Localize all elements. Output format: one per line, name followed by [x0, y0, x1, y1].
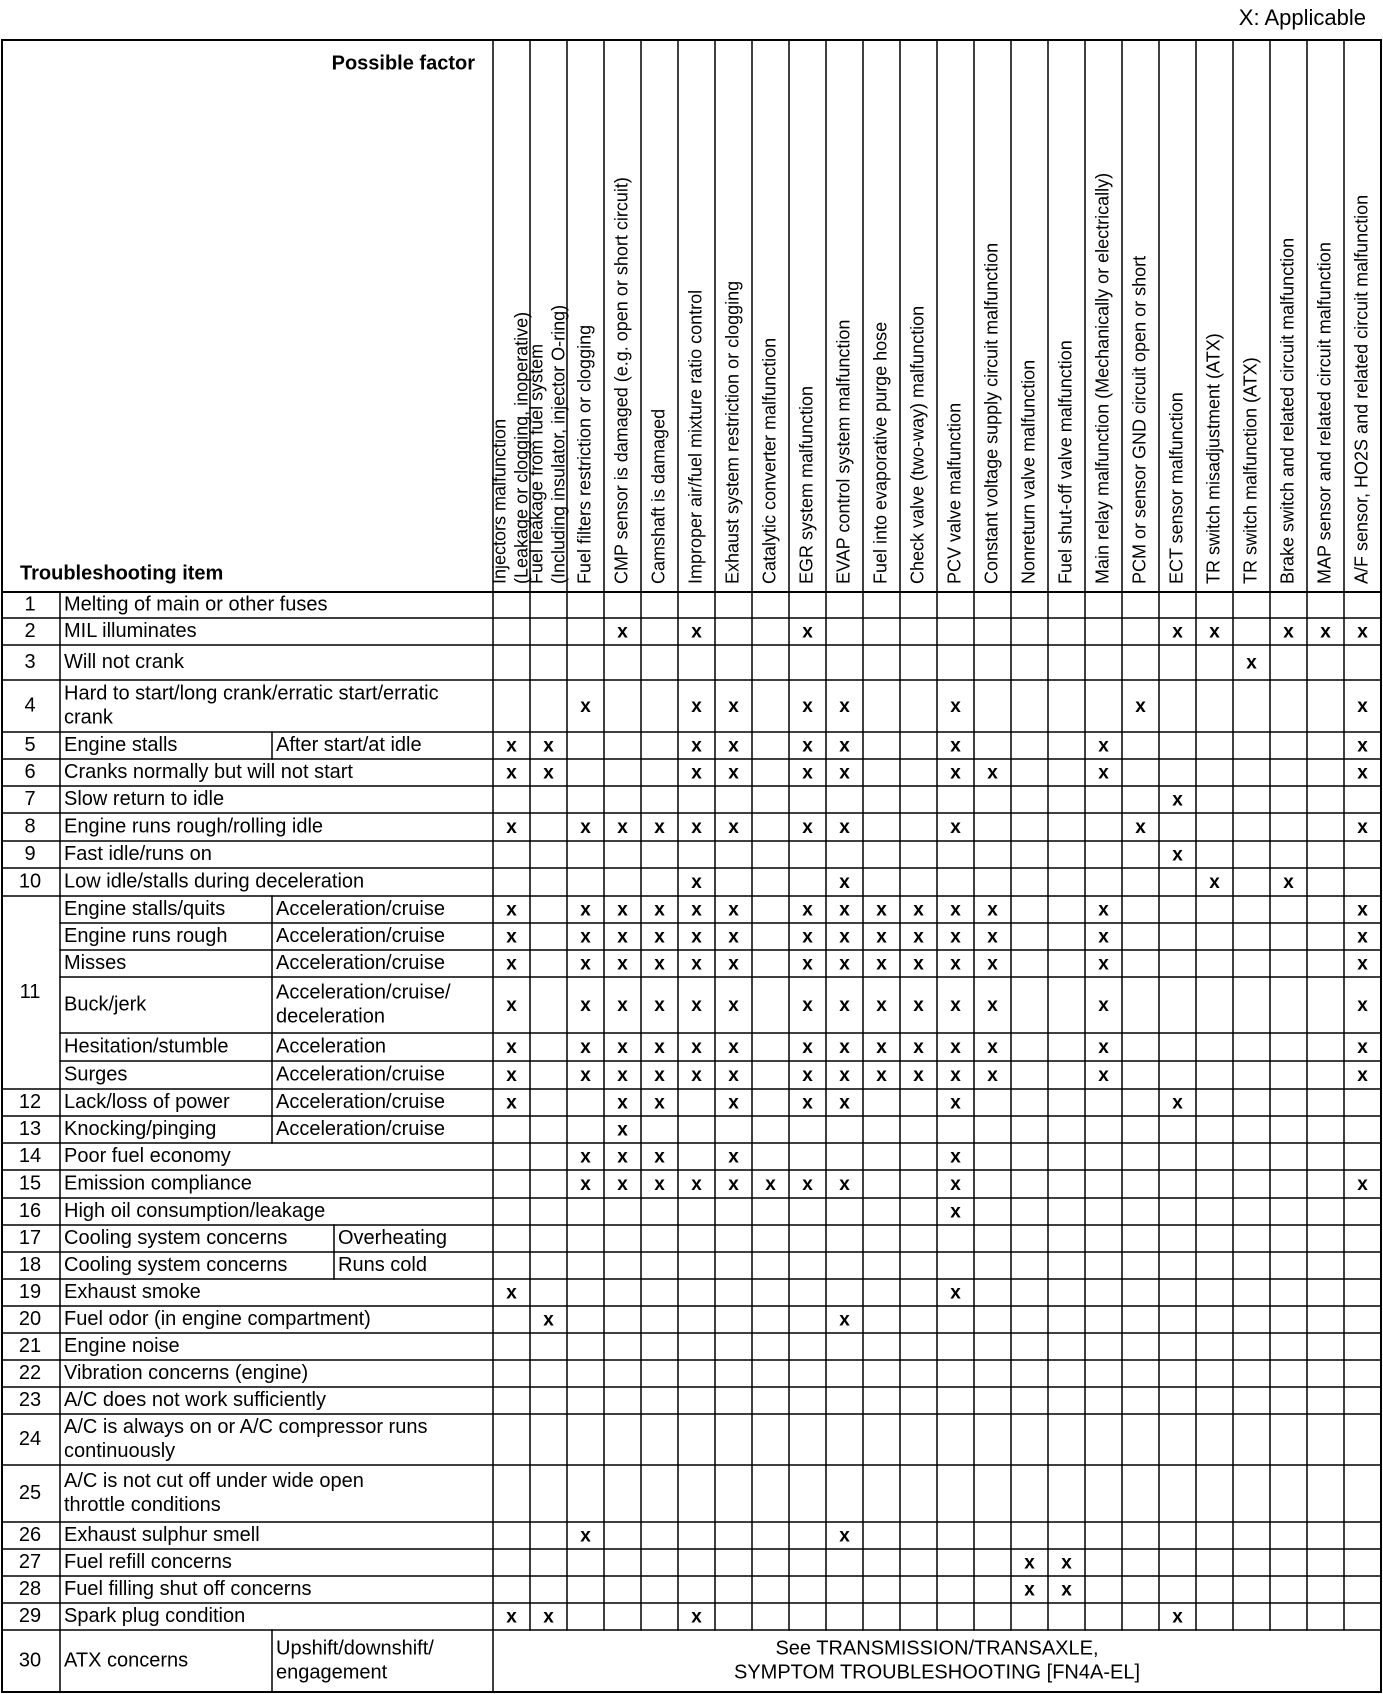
troubleshooting-item: throttle conditions: [64, 1493, 221, 1516]
applicable-mark: x: [1357, 1037, 1368, 1059]
applicable-mark: x: [543, 1606, 554, 1628]
troubleshooting-item: crank: [64, 706, 113, 729]
item-condition: Acceleration/cruise: [276, 1063, 445, 1086]
applicable-mark: x: [1357, 899, 1368, 921]
factor-header-2: (Including insulator, injector O-ring): [548, 304, 569, 584]
applicable-mark: x: [654, 926, 665, 948]
row-number: 5: [24, 733, 36, 756]
applicable-mark: x: [802, 1092, 813, 1114]
applicable-mark: x: [802, 995, 813, 1017]
applicable-mark: x: [950, 1065, 961, 1087]
item-condition: Acceleration/cruise: [276, 951, 445, 974]
row-number: 8: [24, 815, 36, 838]
factor-header-13: PCV valve malfunction: [944, 402, 965, 584]
factor-header-23: MAP sensor and related circuit malfunction: [1314, 242, 1335, 584]
troubleshooting-item: High oil consumption/leakage: [64, 1199, 326, 1222]
applicable-mark: x: [839, 1309, 850, 1331]
applicable-mark: x: [1098, 762, 1109, 784]
applicable-mark: x: [728, 735, 739, 757]
applicable-mark: x: [617, 926, 628, 948]
applicable-mark: x: [913, 995, 924, 1017]
row-number: 6: [24, 760, 36, 783]
applicable-mark: x: [950, 995, 961, 1017]
row-number: 21: [18, 1334, 42, 1357]
applicable-mark: x: [580, 696, 591, 718]
applicable-mark: x: [839, 926, 850, 948]
possible-factor-header: Possible factor: [331, 52, 475, 75]
applicable-mark: x: [691, 1037, 702, 1059]
applicable-mark: x: [506, 1037, 517, 1059]
applicable-mark: x: [1357, 953, 1368, 975]
factor-header-6: Improper air/fuel mixture ratio control: [685, 289, 706, 584]
applicable-mark: x: [950, 1146, 961, 1168]
applicable-mark: x: [839, 817, 850, 839]
applicable-mark: x: [802, 926, 813, 948]
applicable-mark: x: [691, 735, 702, 757]
applicable-mark: x: [1283, 621, 1294, 643]
applicable-mark: x: [654, 1037, 665, 1059]
applicable-mark: x: [802, 1065, 813, 1087]
factor-header-22: Brake switch and related circuit malfunction: [1277, 237, 1298, 584]
troubleshooting-item: Cooling system concerns: [64, 1226, 288, 1249]
troubleshooting-item: Emission compliance: [64, 1172, 252, 1195]
applicable-mark: x: [839, 696, 850, 718]
factor-header-10: EVAP control system malfunction: [833, 319, 854, 584]
applicable-mark: x: [617, 621, 628, 643]
applicable-mark: x: [691, 1065, 702, 1087]
applicable-mark: x: [617, 1092, 628, 1114]
applicable-mark: x: [839, 1065, 850, 1087]
applicable-mark: x: [1357, 817, 1368, 839]
troubleshooting-item: MIL illuminates: [64, 619, 197, 642]
factor-header-19: ECT sensor malfunction: [1166, 392, 1187, 584]
factor-header-15: Nonreturn valve malfunction: [1018, 359, 1039, 584]
troubleshooting-item: Fuel filling shut off concerns: [64, 1577, 312, 1600]
applicable-mark: x: [802, 1174, 813, 1196]
table-grid: [2, 40, 1381, 1692]
row-number: 29: [18, 1604, 42, 1627]
troubleshooting-item: Engine noise: [64, 1334, 180, 1357]
applicable-mark: x: [654, 817, 665, 839]
row-number: 1: [24, 593, 36, 616]
troubleshooting-item: Engine runs rough/rolling idle: [64, 815, 324, 838]
applicable-mark: x: [617, 995, 628, 1017]
applicable-mark: x: [506, 817, 517, 839]
applicable-mark: x: [802, 953, 813, 975]
troubleshooting-item: Lack/loss of power: [64, 1090, 230, 1113]
troubleshooting-item: Engine runs rough: [64, 924, 228, 947]
applicable-mark: x: [1061, 1552, 1072, 1574]
applicable-mark: x: [580, 1146, 591, 1168]
applicable-mark: x: [950, 1174, 961, 1196]
factor-header-5: Camshaft is damaged: [648, 408, 669, 584]
factor-header-12: Check valve (two-way) malfunction: [907, 305, 928, 584]
applicable-legend: X: Applicable: [1238, 5, 1366, 30]
applicable-mark: x: [654, 899, 665, 921]
row-number: 17: [18, 1226, 42, 1249]
applicable-mark: x: [987, 899, 998, 921]
troubleshooting-item: Engine stalls: [64, 733, 178, 756]
see-reference: SYMPTOM TROUBLESHOOTING [FN4A-EL]: [734, 1661, 1140, 1684]
applicable-mark: x: [1246, 652, 1257, 674]
applicable-mark: x: [913, 1037, 924, 1059]
applicable-mark: x: [617, 1174, 628, 1196]
applicable-mark: x: [728, 926, 739, 948]
item-condition: Overheating: [338, 1226, 447, 1249]
applicable-mark: x: [728, 995, 739, 1017]
applicable-mark: x: [802, 899, 813, 921]
applicable-mark: x: [1357, 735, 1368, 757]
applicable-mark: x: [987, 762, 998, 784]
applicable-mark: x: [913, 953, 924, 975]
applicable-mark: x: [691, 953, 702, 975]
applicable-mark: x: [1357, 995, 1368, 1017]
row-number: 3: [24, 650, 36, 673]
applicable-mark: x: [987, 1065, 998, 1087]
applicable-mark: x: [987, 953, 998, 975]
applicable-mark: x: [1357, 621, 1368, 643]
applicable-mark: x: [1098, 926, 1109, 948]
applicable-mark: x: [839, 762, 850, 784]
applicable-mark: x: [617, 1065, 628, 1087]
applicable-mark: x: [617, 899, 628, 921]
applicable-mark: x: [728, 1146, 739, 1168]
row-number: 24: [18, 1427, 42, 1450]
applicable-mark: x: [691, 762, 702, 784]
applicable-mark: x: [691, 1606, 702, 1628]
troubleshooting-item: A/C does not work sufficiently: [64, 1388, 326, 1411]
troubleshooting-item: Cooling system concerns: [64, 1253, 288, 1276]
factor-header-9: EGR system malfunction: [796, 385, 817, 584]
item-condition: Acceleration/cruise/: [276, 981, 451, 1004]
row-number: 9: [24, 842, 36, 865]
row-number: 20: [18, 1307, 42, 1330]
applicable-mark: x: [876, 926, 887, 948]
troubleshooting-item: Buck/jerk: [64, 993, 147, 1016]
item-condition: After start/at idle: [276, 733, 422, 756]
applicable-mark: x: [839, 1092, 850, 1114]
applicable-mark: x: [1357, 1174, 1368, 1196]
item-condition: engagement: [276, 1661, 388, 1684]
row-number: 26: [18, 1523, 42, 1546]
applicable-mark: x: [950, 953, 961, 975]
applicable-mark: x: [802, 817, 813, 839]
applicable-mark: x: [506, 953, 517, 975]
applicable-mark: x: [802, 735, 813, 757]
troubleshooting-item: Cranks normally but will not start: [64, 760, 353, 783]
applicable-mark: x: [728, 899, 739, 921]
applicable-mark: x: [1098, 899, 1109, 921]
factor-header-16: Fuel shut-off valve malfunction: [1055, 340, 1076, 584]
item-condition: Upshift/downshift/: [276, 1637, 434, 1660]
applicable-mark: x: [950, 899, 961, 921]
applicable-mark: x: [802, 1037, 813, 1059]
applicable-mark: x: [691, 899, 702, 921]
troubleshooting-item: Will not crank: [64, 650, 185, 673]
applicable-mark: x: [839, 872, 850, 894]
troubleshooting-item: Fuel odor (in engine compartment): [64, 1307, 371, 1330]
applicable-mark: x: [506, 1282, 517, 1304]
applicable-mark: x: [728, 1065, 739, 1087]
applicable-mark: x: [691, 872, 702, 894]
applicable-mark: x: [580, 926, 591, 948]
row-number: 10: [18, 870, 42, 893]
applicable-mark: x: [506, 762, 517, 784]
applicable-mark: x: [617, 817, 628, 839]
factor-header-17: Main relay malfunction (Mechanically or electrically): [1092, 172, 1113, 584]
applicable-mark: x: [728, 1037, 739, 1059]
troubleshooting-item: Hard to start/long crank/erratic start/erratic: [64, 682, 439, 705]
row-number: 27: [18, 1550, 42, 1573]
applicable-mark: x: [1098, 1065, 1109, 1087]
row-number: 14: [18, 1144, 42, 1167]
factor-header-20: TR switch misadjustment (ATX): [1203, 333, 1224, 584]
applicable-mark: x: [765, 1174, 776, 1196]
row-number: 23: [18, 1388, 42, 1411]
troubleshooting-item: Melting of main or other fuses: [64, 593, 328, 616]
applicable-mark: x: [654, 1174, 665, 1196]
row-number: 4: [24, 694, 36, 717]
factor-header-1: (Leakage or clogging, inoperative): [511, 311, 532, 584]
troubleshooting-item: ATX concerns: [64, 1649, 189, 1672]
applicable-mark: x: [876, 899, 887, 921]
applicable-mark: x: [580, 1065, 591, 1087]
troubleshooting-item: Knocking/pinging: [64, 1117, 217, 1140]
applicable-mark: x: [876, 1037, 887, 1059]
applicable-mark: x: [580, 1037, 591, 1059]
applicable-mark: x: [728, 1174, 739, 1196]
applicable-mark: x: [691, 995, 702, 1017]
applicable-mark: x: [506, 1092, 517, 1114]
applicable-mark: x: [1135, 817, 1146, 839]
row-number: 11: [19, 980, 41, 1003]
applicable-mark: x: [950, 1201, 961, 1223]
applicable-mark: x: [580, 899, 591, 921]
applicable-mark: x: [950, 696, 961, 718]
row-number: 12: [18, 1090, 42, 1113]
applicable-mark: x: [506, 899, 517, 921]
row-number: 13: [18, 1117, 42, 1140]
applicable-mark: x: [1172, 844, 1183, 866]
applicable-mark: x: [728, 696, 739, 718]
applicable-mark: x: [950, 926, 961, 948]
applicable-mark: x: [913, 1065, 924, 1087]
applicable-mark: x: [691, 1174, 702, 1196]
factor-header-14: Constant voltage supply circuit malfunction: [981, 242, 1002, 584]
applicable-mark: x: [728, 1092, 739, 1114]
applicable-mark: x: [950, 1037, 961, 1059]
applicable-mark: x: [617, 1119, 628, 1141]
applicable-mark: x: [1172, 1092, 1183, 1114]
applicable-mark: x: [1135, 696, 1146, 718]
applicable-mark: x: [506, 1065, 517, 1087]
applicable-mark: x: [691, 696, 702, 718]
applicable-mark: x: [876, 953, 887, 975]
applicable-mark: x: [543, 1309, 554, 1331]
troubleshooting-item: Exhaust smoke: [64, 1280, 201, 1303]
applicable-mark: x: [654, 1092, 665, 1114]
troubleshooting-item: Low idle/stalls during deceleration: [64, 870, 365, 893]
applicable-mark: x: [506, 1606, 517, 1628]
applicable-mark: x: [950, 817, 961, 839]
factor-header-2: Fuel leakage from fuel system: [526, 343, 547, 584]
troubleshooting-item: Poor fuel economy: [64, 1144, 231, 1167]
applicable-mark: x: [1209, 872, 1220, 894]
applicable-mark: x: [580, 953, 591, 975]
applicable-mark: x: [580, 817, 591, 839]
applicable-mark: x: [839, 953, 850, 975]
troubleshooting-item: Exhaust sulphur smell: [64, 1523, 260, 1546]
applicable-mark: x: [802, 696, 813, 718]
applicable-mark: x: [1209, 621, 1220, 643]
row-number: 16: [18, 1199, 42, 1222]
troubleshooting-item: continuously: [64, 1439, 176, 1462]
row-number: 28: [18, 1577, 42, 1600]
factor-header-21: TR switch malfunction (ATX): [1240, 357, 1261, 584]
troubleshooting-item: A/C is always on or A/C compressor runs: [64, 1415, 428, 1438]
applicable-mark: x: [1061, 1579, 1072, 1601]
row-number: 30: [18, 1649, 42, 1672]
applicable-mark: x: [1098, 995, 1109, 1017]
applicable-mark: x: [839, 1174, 850, 1196]
troubleshooting-item: Fuel refill concerns: [64, 1550, 232, 1573]
see-reference: See TRANSMISSION/TRANSAXLE,: [775, 1637, 1099, 1660]
factor-header-7: Exhaust system restriction or clogging: [722, 280, 743, 584]
item-condition: Runs cold: [338, 1253, 427, 1276]
applicable-mark: x: [1098, 953, 1109, 975]
applicable-mark: x: [617, 1037, 628, 1059]
applicable-mark: x: [839, 735, 850, 757]
troubleshooting-item: Fast idle/runs on: [64, 842, 212, 865]
row-number: 22: [18, 1361, 42, 1384]
applicable-mark: x: [1024, 1579, 1035, 1601]
applicable-mark: x: [1357, 762, 1368, 784]
row-number: 2: [24, 619, 36, 642]
troubleshooting-item: Engine stalls/quits: [64, 897, 226, 920]
row-number: 25: [18, 1481, 42, 1504]
applicable-mark: x: [839, 1525, 850, 1547]
troubleshooting-item-header: Troubleshooting item: [20, 562, 224, 585]
applicable-mark: x: [654, 953, 665, 975]
factor-header-8: Catalytic converter malfunction: [759, 337, 780, 584]
row-number: 15: [18, 1172, 42, 1195]
troubleshooting-item: Misses: [64, 951, 127, 974]
row-number: 7: [24, 787, 36, 810]
item-condition: Acceleration/cruise: [276, 1090, 445, 1113]
applicable-mark: x: [691, 926, 702, 948]
troubleshooting-item: Hesitation/stumble: [64, 1035, 229, 1058]
applicable-mark: x: [654, 1065, 665, 1087]
applicable-mark: x: [580, 995, 591, 1017]
applicable-mark: x: [839, 995, 850, 1017]
applicable-mark: x: [1172, 789, 1183, 811]
applicable-mark: x: [1357, 1065, 1368, 1087]
factor-header-4: CMP sensor is damaged (e.g. open or short circuit): [611, 177, 632, 584]
applicable-mark: x: [580, 1525, 591, 1547]
applicable-mark: x: [1098, 1037, 1109, 1059]
applicable-mark: x: [876, 995, 887, 1017]
factor-header-18: PCM or sensor GND circuit open or short: [1129, 255, 1150, 584]
applicable-mark: x: [1098, 735, 1109, 757]
item-condition: Acceleration/cruise: [276, 897, 445, 920]
factor-header-24: A/F sensor, HO2S and related circuit malfunction: [1351, 194, 1372, 584]
troubleshooting-item: Spark plug condition: [64, 1604, 246, 1627]
applicable-mark: x: [1357, 926, 1368, 948]
troubleshooting-item: Vibration concerns (engine): [64, 1361, 309, 1384]
applicable-mark: x: [728, 762, 739, 784]
applicable-mark: x: [691, 817, 702, 839]
applicable-mark: x: [1320, 621, 1331, 643]
item-condition: Acceleration: [276, 1035, 387, 1058]
applicable-mark: x: [506, 926, 517, 948]
applicable-mark: x: [580, 1174, 591, 1196]
item-condition: Acceleration/cruise: [276, 924, 445, 947]
row-number: 18: [18, 1253, 42, 1276]
factor-header-3: Fuel filters restriction or clogging: [574, 324, 595, 584]
applicable-mark: x: [543, 762, 554, 784]
applicable-mark: x: [839, 1037, 850, 1059]
applicable-mark: x: [913, 899, 924, 921]
applicable-mark: x: [1283, 872, 1294, 894]
applicable-mark: x: [1024, 1552, 1035, 1574]
applicable-mark: x: [802, 762, 813, 784]
applicable-mark: x: [728, 953, 739, 975]
row-number: 19: [18, 1280, 42, 1303]
applicable-mark: x: [950, 1282, 961, 1304]
applicable-mark: x: [987, 995, 998, 1017]
applicable-mark: x: [913, 926, 924, 948]
factor-header-11: Fuel into evaporative purge hose: [870, 321, 891, 584]
applicable-mark: x: [506, 735, 517, 757]
applicable-mark: x: [802, 621, 813, 643]
applicable-mark: x: [987, 926, 998, 948]
applicable-mark: x: [950, 1092, 961, 1114]
applicable-mark: x: [654, 995, 665, 1017]
applicable-mark: x: [617, 953, 628, 975]
factor-header-1: Injectors malfunction: [489, 418, 510, 584]
troubleshooting-item: Slow return to idle: [64, 787, 225, 810]
applicable-mark: x: [1172, 621, 1183, 643]
applicable-mark: x: [506, 995, 517, 1017]
applicable-mark: x: [728, 817, 739, 839]
applicable-mark: x: [617, 1146, 628, 1168]
applicable-mark: x: [987, 1037, 998, 1059]
applicable-mark: x: [691, 621, 702, 643]
troubleshooting-item: A/C is not cut off under wide open: [64, 1469, 364, 1492]
applicable-mark: x: [654, 1146, 665, 1168]
applicable-mark: x: [950, 735, 961, 757]
applicable-mark: x: [950, 762, 961, 784]
item-condition: Acceleration/cruise: [276, 1117, 445, 1140]
applicable-mark: x: [1172, 1606, 1183, 1628]
troubleshooting-item: Surges: [64, 1063, 128, 1086]
applicable-mark: x: [543, 735, 554, 757]
applicable-mark: x: [839, 899, 850, 921]
applicable-mark: x: [1357, 696, 1368, 718]
applicable-mark: x: [876, 1065, 887, 1087]
item-condition: deceleration: [276, 1005, 385, 1028]
